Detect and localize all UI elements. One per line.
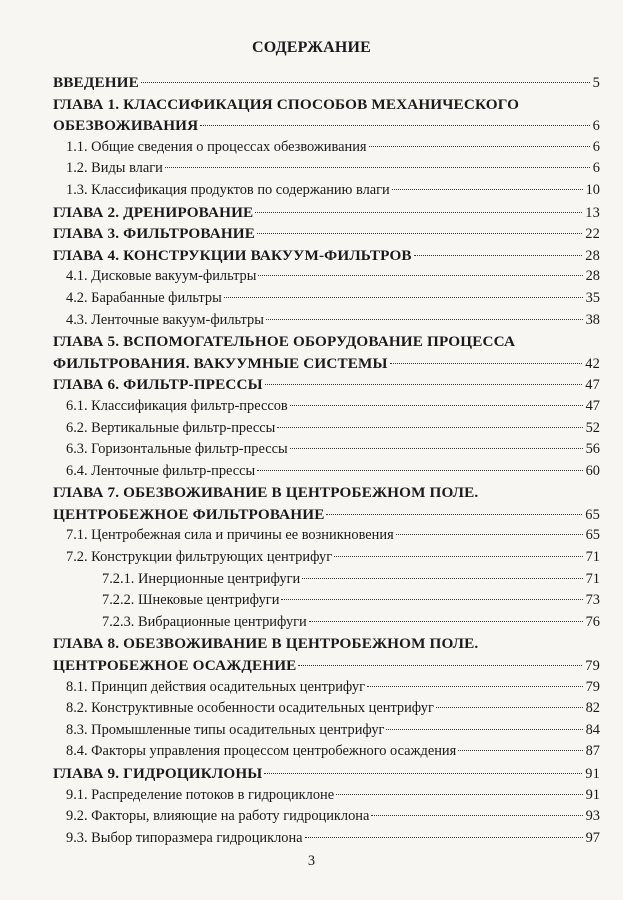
toc-entry-title: 4.1. Дисковые вакуум-фильтры [66, 268, 257, 285]
dot-leader [141, 82, 590, 83]
toc-entry-title: 8.2. Конструктивные особенности осадительных центрифуг [66, 700, 434, 717]
toc-entry-page: 60 [585, 462, 600, 479]
toc-entry-title: 7.2.3. Вибрационные центрифуги [102, 613, 307, 630]
toc-section-entry [53, 698, 600, 720]
toc-entry-title: ГЛАВА 3. ФИЛЬТРОВАНИЕ [53, 225, 256, 243]
toc-entry-title: 6.1. Классификация фильтр-прессов [66, 397, 288, 414]
toc-section-entry [53, 828, 600, 850]
dot-leader [255, 212, 582, 213]
toc-chapter-entry [53, 245, 600, 267]
dot-leader [281, 599, 582, 600]
toc-entry-page: 47 [585, 397, 600, 414]
dot-leader [302, 578, 582, 579]
toc-section-entry [53, 396, 600, 418]
dot-leader [277, 427, 582, 428]
toc-entry-page: 38 [585, 311, 600, 328]
toc-entry-title: ВВЕДЕНИЕ [53, 74, 139, 91]
toc-chapter-entry [53, 331, 600, 353]
toc-entry-page: 6 [592, 138, 600, 155]
toc-entry-page: 47 [585, 377, 600, 394]
toc-entry-page: 91 [585, 786, 600, 803]
toc-entry-title: 8.1. Принцип действия осадительных центрифуг [66, 678, 365, 695]
dot-leader [392, 189, 583, 190]
toc-entry-page: 76 [585, 613, 600, 630]
toc-chapter-entry [53, 115, 600, 137]
toc-section-entry [53, 547, 600, 569]
dot-leader [386, 729, 582, 730]
dot-leader [334, 556, 582, 557]
toc-section-entry [53, 806, 600, 828]
toc-entry-title: 7.2. Конструкции фильтрующих центрифуг [66, 549, 333, 566]
dot-leader [200, 125, 589, 126]
toc-entry-page: 52 [585, 419, 600, 436]
toc-entry-title: 7.2.2. Шнековые центрифуги [102, 592, 280, 609]
toc-chapter-entry [53, 374, 600, 396]
dot-leader [369, 146, 590, 147]
toc-section-entry [53, 677, 600, 699]
toc-entry-title: 6.4. Ленточные фильтр-прессы [66, 462, 256, 479]
toc-section-entry [53, 137, 600, 159]
dot-leader [371, 815, 582, 816]
toc-entry-title: ОБЕЗВОЖИВАНИЯ [53, 117, 199, 135]
toc-section-entry [53, 785, 600, 807]
toc-entry-page: 82 [585, 700, 600, 717]
toc-entry-title: ГЛАВА 6. ФИЛЬТР-ПРЕССЫ [53, 376, 263, 394]
toc-entry-page: 22 [585, 226, 600, 243]
toc-section-entry [53, 461, 600, 483]
toc-chapter-entry [53, 72, 600, 94]
toc-section-entry [53, 720, 600, 742]
dot-leader [266, 319, 583, 320]
toc-entry-page: 13 [585, 204, 600, 221]
toc-entry-page: 93 [585, 808, 600, 825]
toc-entry-title: 6.2. Вертикальные фильтр-прессы [66, 419, 276, 436]
toc-entry-page: 28 [585, 247, 600, 264]
dot-leader [390, 363, 583, 364]
toc-entry-title: 7.1. Центробежная сила и причины ее возникновения [66, 527, 394, 544]
dot-leader [436, 707, 583, 708]
toc-entry-title: ГЛАВА 4. КОНСТРУКЦИИ ВАКУУМ-ФИЛЬТРОВ [53, 246, 412, 264]
toc-entry-page: 79 [585, 678, 600, 695]
toc-entry-title: 9.3. Выбор типоразмера гидроциклона [66, 829, 303, 846]
dot-leader [224, 297, 583, 298]
toc-chapter-entry [53, 763, 600, 785]
table-of-contents [53, 72, 600, 849]
dot-leader [305, 837, 583, 838]
toc-entry-title: 6.3. Горизонтальные фильтр-прессы [66, 441, 288, 458]
toc-entry-page: 42 [585, 355, 600, 372]
toc-entry-title: 7.2.1. Инерционные центрифуги [102, 570, 301, 587]
toc-entry-title: ГЛАВА 5. ВСПОМОГАТЕЛЬНОЕ ОБОРУДОВАНИЕ ПРОЦЕССА [53, 333, 516, 351]
toc-entry-page: 56 [585, 441, 600, 458]
toc-entry-title: ЦЕНТРОБЕЖНОЕ ОСАЖДЕНИЕ [53, 657, 297, 675]
dot-leader [396, 534, 583, 535]
dot-leader [309, 621, 583, 622]
dot-leader [326, 514, 582, 515]
toc-section-entry [53, 418, 600, 440]
toc-entry-title: 8.4. Факторы управления процессом центробежного осаждения [66, 743, 457, 760]
toc-entry-title: 9.2. Факторы, влияющие на работу гидроциклона [66, 808, 370, 825]
toc-entry-title: 9.1. Распределение потоков в гидроциклоне [66, 786, 335, 803]
toc-entry-page: 10 [585, 181, 600, 198]
toc-chapter-entry [53, 223, 600, 245]
toc-entry-title: ГЛАВА 7. ОБЕЗВОЖИВАНИЕ В ЦЕНТРОБЕЖНОМ ПОЛЕ. [53, 484, 479, 502]
toc-section-entry [53, 525, 600, 547]
dot-leader [165, 167, 590, 168]
toc-subsubsection-entry [53, 612, 600, 634]
toc-entry-page: 65 [585, 506, 600, 523]
dot-leader [264, 773, 582, 774]
dot-leader [257, 233, 582, 234]
toc-entry-page: 35 [585, 289, 600, 306]
dot-leader [257, 470, 582, 471]
dot-leader [290, 405, 583, 406]
toc-entry-page: 84 [585, 721, 600, 738]
dot-leader [290, 448, 583, 449]
toc-entry-title: ГЛАВА 1. КЛАССИФИКАЦИЯ СПОСОБОВ МЕХАНИЧЕСКОГО [53, 95, 520, 113]
toc-entry-title: 1.3. Классификация продуктов по содержанию влаги [66, 181, 390, 198]
toc-entry-page: 73 [585, 592, 600, 609]
dot-leader [258, 275, 582, 276]
toc-entry-page: 79 [585, 658, 600, 675]
toc-chapter-entry [53, 482, 600, 504]
toc-chapter-entry [53, 504, 600, 526]
toc-entry-title: ГЛАВА 2. ДРЕНИРОВАНИЕ [53, 203, 254, 221]
toc-entry-title: ЦЕНТРОБЕЖНОЕ ФИЛЬТРОВАНИЕ [53, 505, 325, 523]
toc-chapter-entry [53, 353, 600, 375]
dot-leader [367, 686, 583, 687]
toc-entry-title: ГЛАВА 9. ГИДРОЦИКЛОНЫ [53, 765, 263, 782]
dot-leader [458, 750, 582, 751]
toc-entry-title: 4.3. Ленточные вакуум-фильтры [66, 311, 264, 328]
toc-section-entry [53, 288, 600, 310]
toc-chapter-entry [53, 655, 600, 677]
toc-entry-page: 6 [592, 160, 600, 177]
toc-entry-page: 97 [585, 829, 600, 846]
toc-entry-page: 91 [585, 766, 600, 782]
toc-entry-title: 1.1. Общие сведения о процессах обезвоживания [66, 138, 367, 155]
page-title: СОДЕРЖАНИЕ [251, 39, 372, 56]
toc-entry-page: 5 [592, 75, 600, 91]
dot-leader [414, 255, 583, 256]
toc-entry-title: 4.2. Барабанные фильтры [66, 289, 222, 306]
toc-section-entry [53, 741, 600, 763]
toc-section-entry [53, 310, 600, 332]
toc-section-entry [53, 158, 600, 180]
toc-chapter-entry [53, 633, 600, 655]
toc-chapter-entry [53, 202, 600, 224]
toc-section-entry [53, 180, 600, 202]
page-number: 3 [307, 853, 316, 869]
toc-section-entry [53, 266, 600, 288]
dot-leader [336, 794, 582, 795]
toc-subsubsection-entry [53, 569, 600, 591]
toc-entry-title: ГЛАВА 8. ОБЕЗВОЖИВАНИЕ В ЦЕНТРОБЕЖНОМ ПОЛЕ. [53, 635, 479, 653]
dot-leader [265, 384, 583, 385]
toc-entry-page: 28 [585, 268, 600, 285]
toc-entry-title: ФИЛЬТРОВАНИЯ. ВАКУУМНЫЕ СИСТЕМЫ [53, 354, 388, 372]
toc-chapter-entry [53, 94, 600, 116]
toc-entry-page: 71 [585, 549, 600, 566]
dot-leader [298, 665, 582, 666]
toc-entry-page: 6 [592, 118, 600, 135]
toc-section-entry [53, 439, 600, 461]
toc-subsubsection-entry [53, 590, 600, 612]
toc-entry-page: 87 [585, 743, 600, 760]
toc-entry-page: 65 [585, 527, 600, 544]
toc-entry-page: 71 [585, 570, 600, 587]
toc-entry-title: 1.2. Виды влаги [66, 160, 163, 177]
toc-entry-title: 8.3. Промышленные типы осадительных центрифуг [66, 721, 385, 738]
